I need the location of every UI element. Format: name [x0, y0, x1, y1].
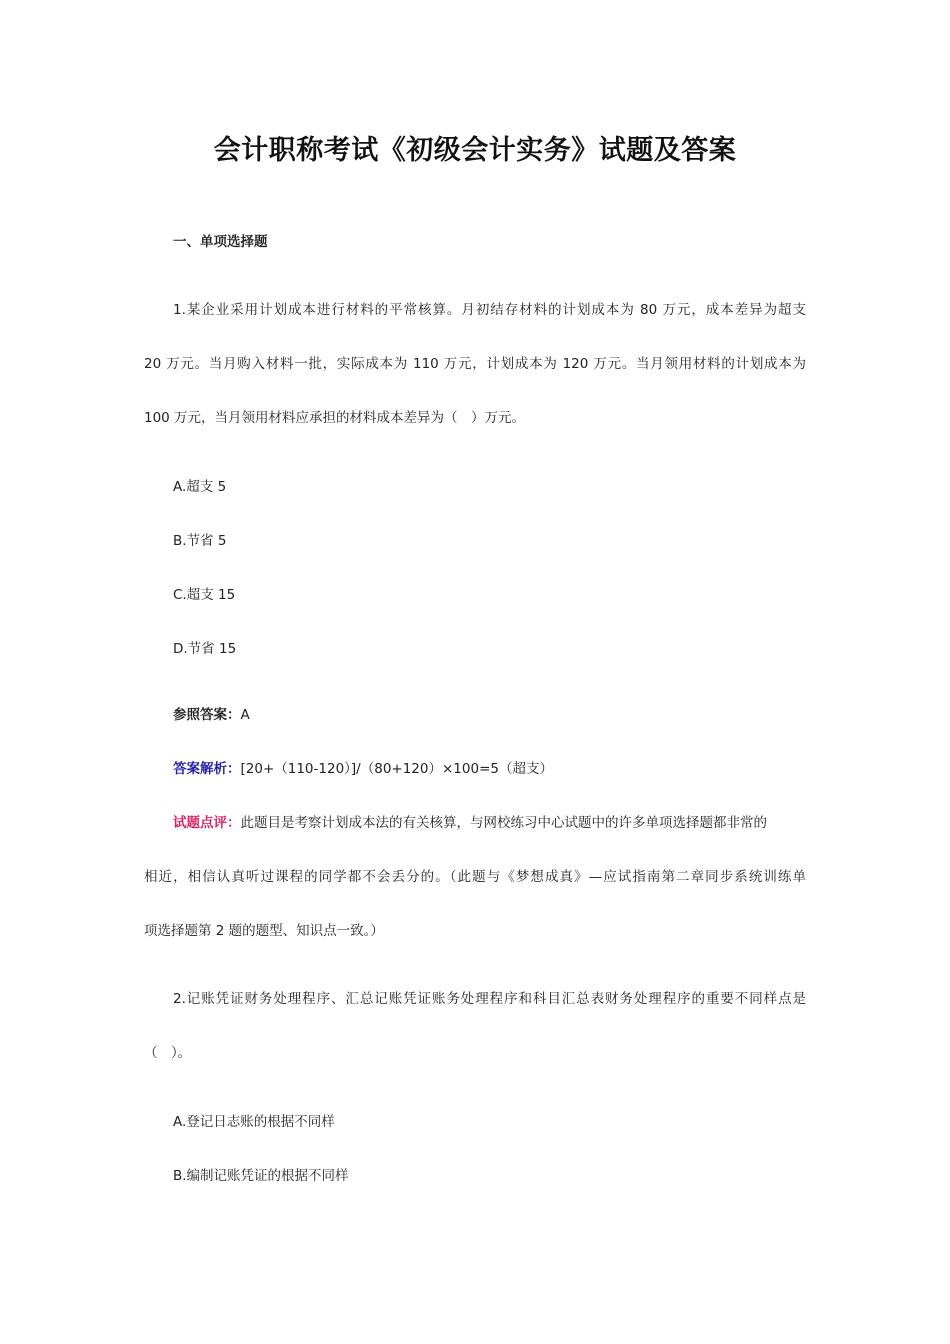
section-heading: 一、单项选择题: [173, 234, 268, 250]
analysis-row: [173, 759, 553, 779]
comment-line-2: 相近，相信认真听过课程的同学都不会丢分的。（此题与《梦想成真》—应试指南第二章同步系统训练单: [144, 869, 806, 885]
question-2-line-1: 2.记账凭证财务处理程序、汇总记账凭证账务处理程序和科目汇总表财务处理程序的重要不同样点是: [173, 991, 806, 1007]
comment-row: [173, 813, 806, 833]
question-2-option-a: A.登记日志账的根据不同样: [173, 1114, 335, 1130]
question-1-option-b: B.节省 5: [173, 533, 227, 549]
page-title: 会计职称考试《初级会计实务》试题及答案: [213, 135, 737, 166]
question-1-option-a: A.超支 5: [173, 479, 227, 495]
analysis-value: [20+（110-120）]/（80+120）×100=5（超支）: [240, 761, 553, 777]
question-1-line-2: 20 万元。当月购入材料一批，实际成本为 110 万元，计划成本为 120 万元。当月领用材料的计划成本为: [144, 356, 806, 372]
comment-line-3: 项选择题第 2 题的题型、知识点一致。）: [144, 923, 384, 939]
answer-value: A: [240, 707, 250, 723]
question-1-line-3: 100 万元，当月领用材料应承担的材料成本差异为（ ）万元。: [144, 410, 526, 426]
question-1-option-c: C.超支 15: [173, 587, 236, 603]
analysis-label: 答案解析：: [173, 761, 241, 777]
question-2-line-2: （ ）。: [144, 1045, 192, 1061]
question-2-option-b: B.编制记账凭证的根据不同样: [173, 1168, 349, 1184]
comment-label: 试题点评：: [173, 815, 241, 831]
question-1-option-d: D.节省 15: [173, 641, 237, 657]
comment-line-1: 此题目是考察计划成本法的有关核算，与网校练习中心试题中的许多单项选择题都非常的: [240, 815, 767, 831]
answer-row: [173, 705, 250, 725]
answer-label: 参照答案：: [173, 707, 241, 723]
question-1-line-1: 1.某企业采用计划成本进行材料的平常核算。月初结存材料的计划成本为 80 万元，成本差异为超支: [173, 302, 806, 318]
